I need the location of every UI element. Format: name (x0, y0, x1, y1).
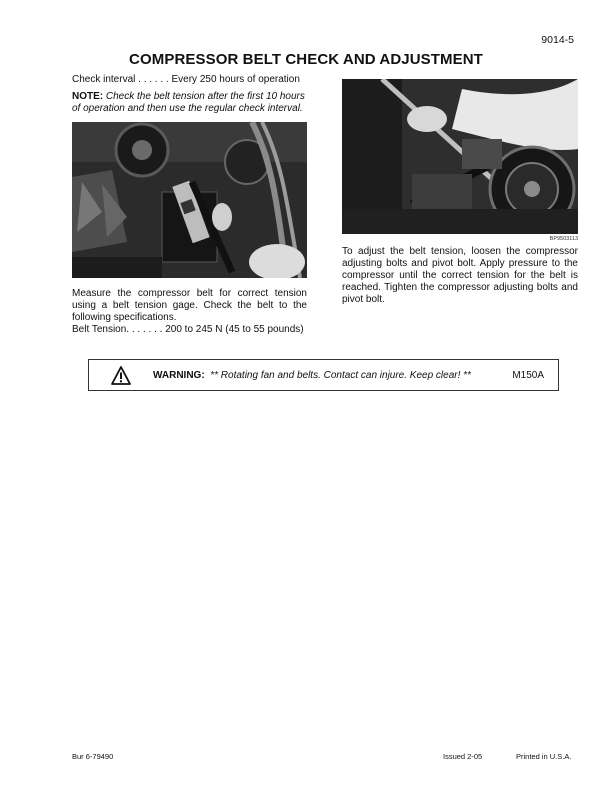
check-interval-value: Every 250 hours of operation (171, 74, 300, 85)
photo-caption: BP9503113 (549, 236, 578, 242)
footer-issued: Issued 2-05 (443, 752, 483, 761)
adjust-paragraph: To adjust the belt tension, loosen the compressor adjusting bolts and pivot bolt. Apply pressure to the compressor until the correct tension for the belt is reached. Tighten the compressor adjusting bolts and pivot bolt. (342, 246, 578, 305)
note (72, 91, 312, 115)
belt-tension-spec (72, 324, 312, 336)
warning-label: WARNING: (153, 370, 205, 381)
footer-doc-id: Bur 6-79490 (72, 752, 114, 761)
page-title: COMPRESSOR BELT CHECK AND ADJUSTMENT (129, 51, 483, 68)
check-interval-label: Check interval . . . . . . (72, 74, 169, 85)
belt-tension-value: 200 to 245 N (45 to 55 pounds) (165, 324, 304, 335)
measure-paragraph: Measure the compressor belt for correct tension using a belt tension gage. Check the belt to the following specifications. (72, 288, 307, 323)
warning-triangle-icon (111, 366, 131, 385)
footer-printed: Printed in U.S.A. (516, 752, 572, 761)
warning-text (153, 370, 471, 381)
warning-code: M150A (512, 370, 544, 381)
check-interval (72, 74, 312, 86)
warning-box (88, 359, 559, 391)
warning-message: ** Rotating fan and belts. Contact can injure. Keep clear! ** (210, 370, 471, 381)
note-label: NOTE: (72, 91, 104, 102)
page-number: 9014-5 (541, 34, 574, 46)
belt-gage-photo (72, 122, 307, 278)
belt-tension-label: Belt Tension. . . . . . . (72, 324, 163, 335)
note-text: Check the belt tension after the first 10 hours of operation and then use the regular check interval. (72, 91, 305, 114)
compressor-adjust-photo (342, 79, 578, 234)
